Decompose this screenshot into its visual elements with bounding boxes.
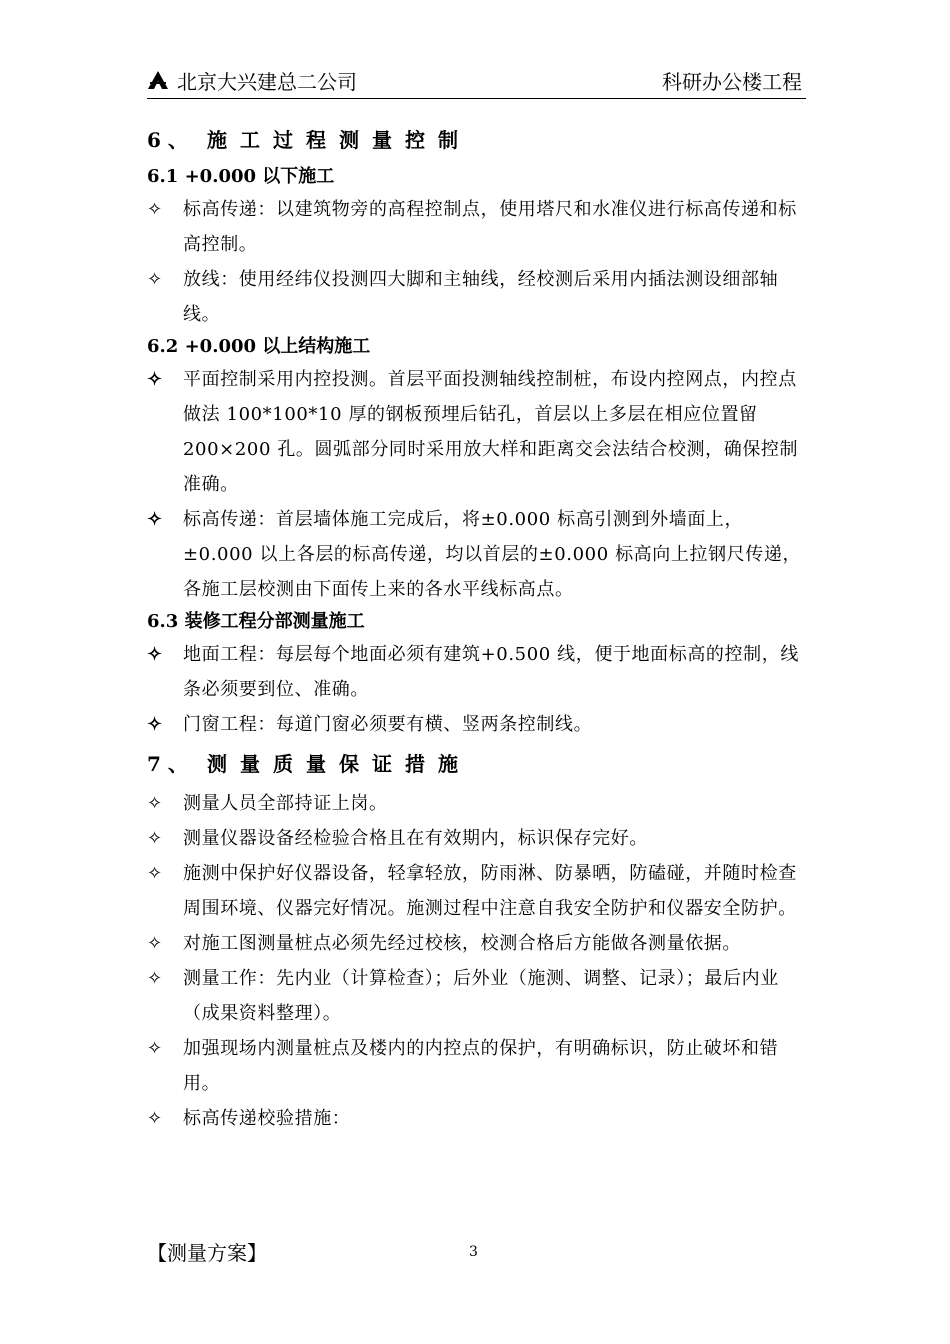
diamond-bullet-icon: ✧: [147, 828, 163, 849]
diamond-bullet-icon: ✧: [147, 863, 163, 884]
page-number: 3: [469, 1244, 478, 1260]
list-item: [147, 926, 812, 961]
document-body: [147, 118, 812, 1136]
list-item-text: 测量人员全部持证上岗。: [183, 793, 388, 814]
footer-label: 【测量方案】: [147, 1241, 267, 1265]
list-item: [147, 786, 812, 821]
list-item: [147, 961, 812, 1031]
project-name: 科研办公楼工程: [662, 70, 802, 94]
subsection-heading: 6.1 +0.000 以下施工: [147, 166, 335, 187]
list-item-text: 放线：使用经纬仪投测四大脚和主轴线，经校测后采用内插法测设细部轴线。: [183, 269, 779, 325]
company-logo-icon: [147, 70, 169, 90]
diamond-bullet-icon: ✧: [147, 644, 163, 665]
diamond-bullet-icon: ✧: [147, 1038, 163, 1059]
list-item-text: 对施工图测量桩点必须先经过校核，校测合格后方能做各测量依据。: [183, 933, 741, 954]
list-item-text: 平面控制采用内控投测。首层平面投测轴线控制桩，布设内控网点，内控点做法 100*100*10 厚的钢板预埋后钻孔，首层以上多层在相应位置留 200×200 孔。圆弧部分同时采用放大样和距离交会法结合校测，确保控制准确。: [183, 369, 799, 495]
diamond-bullet-icon: ✧: [147, 933, 163, 954]
subsection-heading: 6.3 装修工程分部测量施工: [147, 611, 365, 632]
list-item-text: 标高传递：首层墙体施工完成后，将±0.000 标高引测到外墙面上，±0.000 以上各层的标高传递，均以首层的±0.000 标高向上拉钢尺传递，各施工层校测由下面传上来的各水平线标高点。: [183, 509, 802, 600]
section-number: 7 、: [147, 752, 188, 776]
list-item-text: 施测中保护好仪器设备，轻拿轻放，防雨淋、防暴晒，防磕碰，并随时检查周围环境、仪器完好情况。施测过程中注意自我安全防护和仪器安全防护。: [183, 863, 797, 919]
company-name: 北京大兴建总二公司: [177, 70, 357, 94]
list-item: [147, 1031, 812, 1101]
diamond-bullet-icon: ✧: [147, 269, 163, 290]
list-item-text: 加强现场内测量桩点及楼内的内控点的保护，有明确标识，防止破坏和错用。: [183, 1038, 779, 1094]
list-item-text: 门窗工程：每道门窗必须要有横、竖两条控制线。: [183, 714, 593, 735]
diamond-bullet-icon: ✧: [147, 714, 163, 735]
page-header: [147, 66, 806, 99]
diamond-bullet-icon: ✧: [147, 199, 163, 220]
diamond-bullet-icon: ✧: [147, 968, 163, 989]
list-item-text: 测量仪器设备经检验合格且在有效期内，标识保存完好。: [183, 828, 648, 849]
subsection-heading: 6.2 +0.000 以上结构施工: [147, 336, 371, 357]
section-title: 施工过程测量控制: [207, 128, 471, 152]
section-title: 测量质量保证措施: [207, 752, 471, 776]
list-item: [147, 856, 812, 926]
section-number: 6 、: [147, 128, 188, 152]
list-item-text: 标高传递校验措施：: [183, 1108, 351, 1129]
diamond-bullet-icon: ✧: [147, 509, 163, 530]
diamond-bullet-icon: ✧: [147, 1108, 163, 1129]
list-item: [147, 707, 812, 742]
list-item-text: 测量工作：先内业（计算检查）；后外业（施测、调整、记录）；最后内业（成果资料整理）。: [183, 968, 779, 1024]
list-item: [147, 637, 812, 707]
section-heading: [147, 748, 812, 780]
list-item: [147, 1101, 812, 1136]
list-item: [147, 192, 812, 262]
diamond-bullet-icon: ✧: [147, 793, 163, 814]
list-item: [147, 821, 812, 856]
list-item: [147, 502, 812, 607]
section-heading: [147, 124, 812, 156]
list-item: [147, 362, 812, 502]
list-item-text: 地面工程：每层每个地面必须有建筑+0.500 线，便于地面标高的控制，线条必须要到位、准确。: [183, 644, 799, 700]
list-item-text: 标高传递：以建筑物旁的高程控制点，使用塔尺和水准仪进行标高传递和标高控制。: [183, 199, 797, 255]
diamond-bullet-icon: ✧: [147, 369, 163, 390]
list-item: [147, 262, 812, 332]
